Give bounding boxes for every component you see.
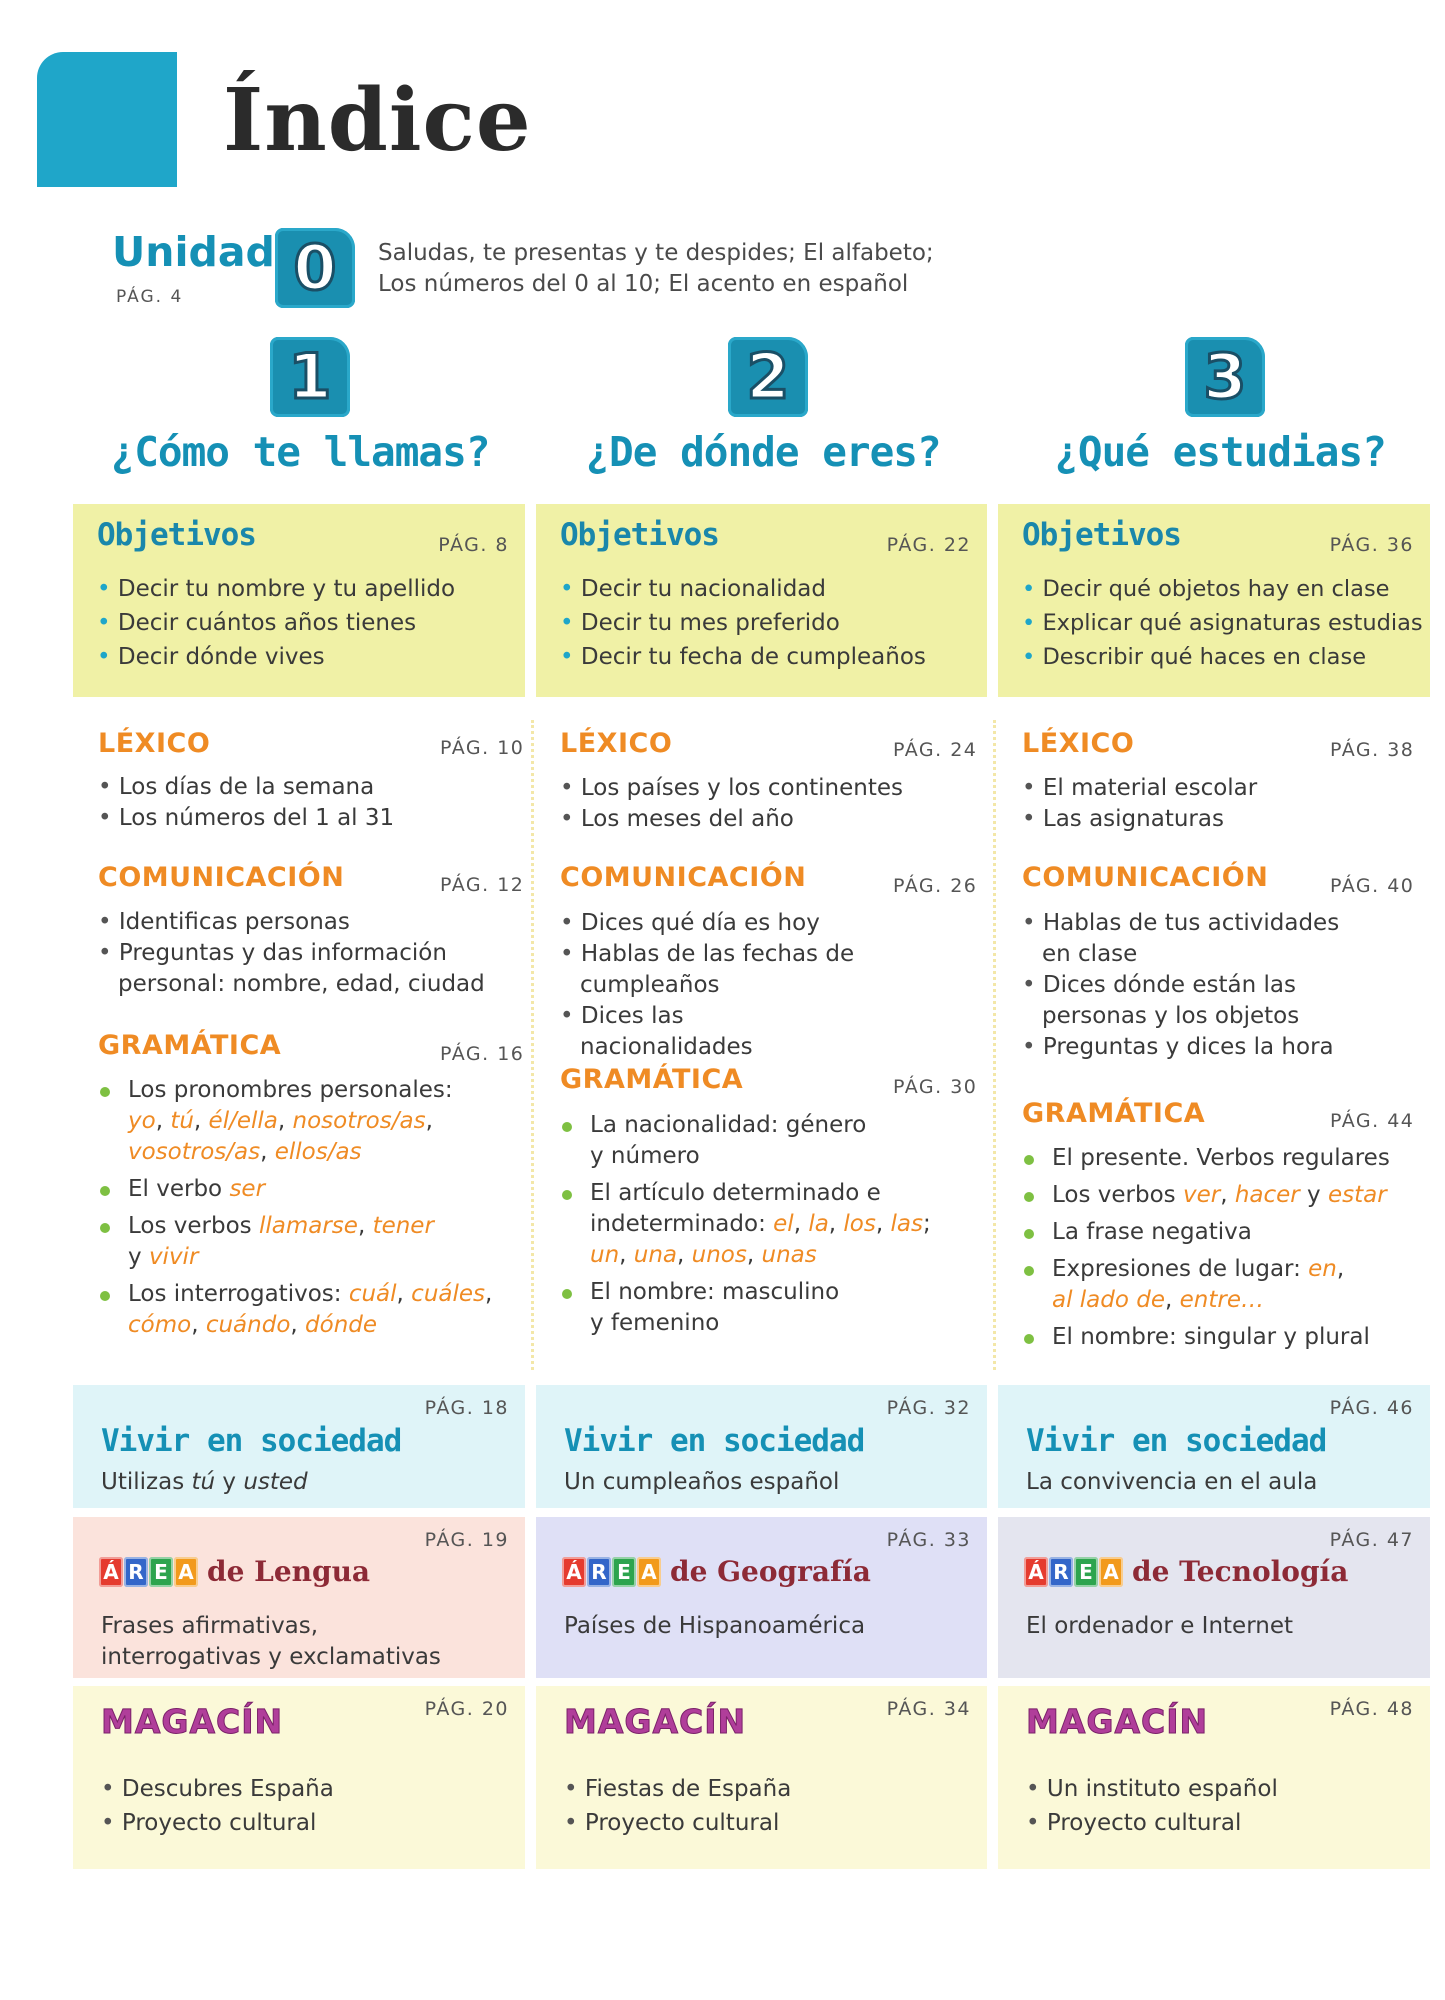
unit-2-magacin bbox=[536, 1686, 987, 1869]
item-text: y bbox=[1299, 1182, 1328, 1208]
gramatica-list bbox=[98, 1075, 518, 1347]
unit-1-badge bbox=[270, 337, 350, 417]
page-title: Índice bbox=[223, 70, 532, 171]
list-item: • Decir tu mes preferido bbox=[560, 606, 926, 640]
list-item: Los pronombres personales: yo, tú, él/ella, nosotros/as, vosotros/as, ellos/as bbox=[98, 1075, 518, 1168]
magacin-page: PÁG. 20 bbox=[424, 1698, 509, 1720]
example-word: cómo bbox=[128, 1312, 192, 1338]
area-text: Países de Hispanoamérica bbox=[564, 1613, 866, 1639]
area-tile: Á bbox=[99, 1557, 123, 1587]
magacin-heading: MAGACÍN bbox=[1026, 1702, 1209, 1741]
example-word: estar bbox=[1327, 1182, 1387, 1208]
unit-2-number: 2 bbox=[746, 340, 790, 413]
list-item: La frase negativa bbox=[1022, 1217, 1432, 1248]
example-word: dónde bbox=[305, 1312, 378, 1338]
list-item: El artículo determinado e indeterminado: el, la, los, las; un, una, unos, unas bbox=[560, 1178, 970, 1271]
list-item: • Dices dónde están las personas y los objetos bbox=[1022, 970, 1407, 1032]
list-item bbox=[98, 1174, 518, 1205]
unit-2-objetivos bbox=[536, 504, 987, 697]
objetivos-page: PÁG. 22 bbox=[886, 534, 971, 556]
magacin-list bbox=[101, 1772, 334, 1840]
gramatica-heading: GRAMÁTICA bbox=[560, 1064, 744, 1095]
unit-1-magacin bbox=[73, 1686, 525, 1869]
unit-2-title: ¿De dónde eres? bbox=[585, 428, 941, 476]
unit-0-number: 0 bbox=[293, 231, 337, 304]
objetivos-heading: Objetivos bbox=[560, 517, 719, 553]
unit-1-title: ¿Cómo te llamas? bbox=[110, 428, 490, 476]
area-logo bbox=[1024, 1555, 1348, 1588]
list-item: • Preguntas y das información personal: nombre, edad, ciudad bbox=[98, 938, 498, 1000]
list-item: • Decir tu nacionalidad bbox=[560, 572, 926, 606]
unit-3-objetivos bbox=[998, 504, 1430, 697]
comunicacion-list bbox=[98, 907, 498, 1000]
list-item: • Hablas de las fechas de cumpleaños bbox=[560, 939, 860, 1001]
comunicacion-heading: COMUNICACIÓN bbox=[98, 862, 345, 893]
objetivos-list bbox=[97, 572, 455, 674]
area-tile: Á bbox=[1024, 1557, 1048, 1587]
area-logo bbox=[562, 1555, 871, 1588]
magacin-heading: MAGACÍN bbox=[101, 1702, 284, 1741]
vivir-text: Un cumpleaños español bbox=[564, 1469, 840, 1495]
list-item: • Los números del 1 al 31 bbox=[98, 803, 518, 834]
list-item: El nombre: singular y plural bbox=[1022, 1322, 1432, 1353]
list-item: • Explicar qué asignaturas estudias bbox=[1022, 606, 1423, 640]
magacin-list bbox=[564, 1772, 791, 1840]
example-word: ellos/as bbox=[274, 1139, 362, 1165]
example-word: cuál bbox=[348, 1281, 397, 1307]
lexico-heading: LÉXICO bbox=[1022, 728, 1135, 759]
comunicacion-list bbox=[1022, 908, 1407, 1063]
vivir-text bbox=[101, 1469, 308, 1495]
lexico-heading: LÉXICO bbox=[560, 728, 673, 759]
unit-3-number: 3 bbox=[1203, 340, 1247, 413]
area-tile: E bbox=[612, 1557, 636, 1587]
unit-3-title: ¿Qué estudias? bbox=[1054, 428, 1386, 476]
vivir-heading: Vivir en sociedad bbox=[564, 1423, 865, 1459]
magacin-page: PÁG. 48 bbox=[1329, 1698, 1414, 1720]
item-text: Los verbos bbox=[128, 1213, 259, 1239]
example-word: entre bbox=[1179, 1287, 1241, 1313]
list-item: • Un instituto español bbox=[1026, 1772, 1278, 1806]
example-word: ser bbox=[229, 1176, 266, 1202]
example-word: ver bbox=[1182, 1182, 1221, 1208]
example-word: una bbox=[633, 1242, 678, 1268]
lexico-heading: LÉXICO bbox=[98, 728, 211, 759]
unit-1-number: 1 bbox=[288, 340, 332, 413]
example-word: un bbox=[590, 1242, 620, 1268]
list-item: Expresiones de lugar: en, al lado de, entre… bbox=[1022, 1254, 1432, 1316]
objetivos-page: PÁG. 8 bbox=[438, 534, 509, 556]
example-word: al lado de bbox=[1052, 1287, 1166, 1313]
corner-color-block bbox=[37, 52, 177, 187]
unit-0-line-2: Los números del 0 al 10; El acento en español bbox=[378, 271, 909, 297]
item-text: Los pronombres personales: bbox=[128, 1077, 453, 1103]
example-word: tú bbox=[170, 1108, 194, 1134]
example-word: las bbox=[890, 1211, 923, 1237]
gramatica-heading: GRAMÁTICA bbox=[1022, 1098, 1206, 1129]
list-item: • Identificas personas bbox=[98, 907, 498, 938]
vivir-heading: Vivir en sociedad bbox=[1026, 1423, 1327, 1459]
list-item: • Dices las nacionalidades bbox=[560, 1001, 860, 1063]
example-word: los bbox=[843, 1211, 876, 1237]
list-item: • Proyecto cultural bbox=[564, 1806, 791, 1840]
unit-2-badge bbox=[728, 337, 808, 417]
example-word: llamarse bbox=[258, 1213, 358, 1239]
unit-2-vivir bbox=[536, 1385, 987, 1508]
area-tile: R bbox=[587, 1557, 611, 1587]
example-word: unos bbox=[691, 1242, 747, 1268]
example-word: nosotros/as bbox=[292, 1108, 426, 1134]
objetivos-list bbox=[1022, 572, 1423, 674]
unit-2-area bbox=[536, 1517, 987, 1678]
example-word: vivir bbox=[148, 1244, 199, 1270]
area-tile: R bbox=[124, 1557, 148, 1587]
example-word: unas bbox=[761, 1242, 817, 1268]
gramatica-page: PÁG. 44 bbox=[1330, 1110, 1415, 1132]
objetivos-list bbox=[560, 572, 926, 674]
example-word: tener bbox=[372, 1213, 434, 1239]
area-logo bbox=[99, 1555, 370, 1588]
example-word: hacer bbox=[1234, 1182, 1300, 1208]
item-text: y bbox=[128, 1244, 149, 1270]
area-page: PÁG. 47 bbox=[1329, 1529, 1414, 1551]
area-tile: A bbox=[174, 1557, 198, 1587]
list-item: • Dices qué día es hoy bbox=[560, 908, 860, 939]
list-item: • Los países y los continentes bbox=[560, 773, 980, 804]
list-item: • Decir qué objetos hay en clase bbox=[1022, 572, 1423, 606]
example-word: cuáles bbox=[411, 1281, 486, 1307]
area-name: de Geografía bbox=[670, 1555, 871, 1588]
area-tile: R bbox=[1049, 1557, 1073, 1587]
comunicacion-page: PÁG. 40 bbox=[1330, 875, 1415, 897]
unit-0-badge bbox=[275, 228, 355, 308]
list-item: Los interrogativos: cuál, cuáles, cómo, cuándo, dónde bbox=[98, 1279, 518, 1341]
unit-0-description bbox=[378, 238, 934, 300]
comunicacion-page: PÁG. 12 bbox=[440, 874, 525, 896]
item-text: El artículo determinado e indeterminado: bbox=[590, 1180, 881, 1237]
item-text: Expresiones de lugar: bbox=[1052, 1256, 1309, 1282]
vivir-heading: Vivir en sociedad bbox=[101, 1423, 402, 1459]
unit-1-area bbox=[73, 1517, 525, 1678]
list-item: • Decir tu fecha de cumpleaños bbox=[560, 640, 926, 674]
lexico-list bbox=[98, 772, 518, 834]
vivir-text-part: y bbox=[215, 1469, 244, 1495]
objetivos-heading: Objetivos bbox=[1022, 517, 1181, 553]
example-word: la bbox=[808, 1211, 829, 1237]
gramatica-page: PÁG. 30 bbox=[893, 1076, 978, 1098]
lexico-page: PÁG. 38 bbox=[1330, 739, 1415, 761]
vivir-text-part: tú bbox=[191, 1469, 216, 1495]
list-item: • Preguntas y dices la hora bbox=[1022, 1032, 1407, 1063]
list-item: • Los días de la semana bbox=[98, 772, 518, 803]
area-tile: A bbox=[1099, 1557, 1123, 1587]
example-word: yo bbox=[128, 1108, 156, 1134]
list-item: • Los meses del año bbox=[560, 804, 980, 835]
area-page: PÁG. 33 bbox=[886, 1529, 971, 1551]
list-item: • Fiestas de España bbox=[564, 1772, 791, 1806]
example-word: en bbox=[1308, 1256, 1337, 1282]
comunicacion-page: PÁG. 26 bbox=[893, 875, 978, 897]
lexico-page: PÁG. 24 bbox=[893, 739, 978, 761]
list-item: • Decir dónde vives bbox=[97, 640, 455, 674]
vivir-text-part: usted bbox=[243, 1469, 308, 1495]
list-item: El presente. Verbos regulares bbox=[1022, 1143, 1432, 1174]
list-item: • El material escolar bbox=[1022, 773, 1422, 804]
item-text: El verbo bbox=[128, 1176, 230, 1202]
list-item: • Hablas de tus actividades en clase bbox=[1022, 908, 1357, 970]
area-name: de Lengua bbox=[207, 1555, 371, 1588]
lexico-page: PÁG. 10 bbox=[440, 737, 525, 759]
list-item: Los verbos ver, hacer y estar bbox=[1022, 1180, 1432, 1211]
unit-0-line-1: Saludas, te presentas y te despides; El alfabeto; bbox=[378, 240, 934, 266]
gramatica-page: PÁG. 16 bbox=[440, 1043, 525, 1065]
unit-3-area bbox=[998, 1517, 1430, 1678]
unit-1-objetivos bbox=[73, 504, 525, 697]
vivir-text: La convivencia en el aula bbox=[1026, 1469, 1318, 1495]
unit-3-badge bbox=[1185, 337, 1265, 417]
gramatica-list bbox=[560, 1110, 980, 1345]
list-item: • Describir qué haces en clase bbox=[1022, 640, 1423, 674]
example-word: el bbox=[773, 1211, 794, 1237]
vivir-page: PÁG. 32 bbox=[886, 1397, 971, 1419]
magacin-list bbox=[1026, 1772, 1278, 1840]
comunicacion-list bbox=[560, 908, 860, 1063]
example-word: cuándo bbox=[205, 1312, 291, 1338]
unit-3-magacin bbox=[998, 1686, 1430, 1869]
area-name: de Tecnología bbox=[1132, 1555, 1349, 1588]
unit-3-vivir bbox=[998, 1385, 1430, 1508]
list-item: La nacionalidad: género y número bbox=[560, 1110, 880, 1172]
area-tile: E bbox=[149, 1557, 173, 1587]
example-word: vosotros/as bbox=[128, 1139, 261, 1165]
list-item: • Descubres España bbox=[101, 1772, 334, 1806]
gramatica-heading: GRAMÁTICA bbox=[98, 1030, 282, 1061]
list-item: • Las asignaturas bbox=[1022, 804, 1422, 835]
unit-0-label: Unidad bbox=[112, 228, 275, 276]
vivir-text-part: Utilizas bbox=[101, 1469, 192, 1495]
list-item: • Decir cuántos años tienes bbox=[97, 606, 455, 640]
vivir-page: PÁG. 18 bbox=[424, 1397, 509, 1419]
area-text: Frases afirmativas, interrogativas y exclamativas bbox=[101, 1613, 441, 1670]
vivir-page: PÁG. 46 bbox=[1329, 1397, 1414, 1419]
lexico-list bbox=[1022, 773, 1422, 835]
list-item: • Proyecto cultural bbox=[101, 1806, 334, 1840]
area-page: PÁG. 19 bbox=[424, 1529, 509, 1551]
example-word: él/ella bbox=[208, 1108, 278, 1134]
objetivos-heading: Objetivos bbox=[97, 517, 256, 553]
list-item: Los verbos llamarse, tener y vivir bbox=[98, 1211, 518, 1273]
comunicacion-heading: COMUNICACIÓN bbox=[1022, 862, 1269, 893]
area-tile: Á bbox=[562, 1557, 586, 1587]
area-tile: E bbox=[1074, 1557, 1098, 1587]
unit-0-page: PÁG. 4 bbox=[116, 287, 184, 307]
item-text: Los verbos bbox=[1052, 1182, 1183, 1208]
area-text: El ordenador e Internet bbox=[1026, 1613, 1294, 1639]
unit-1-vivir bbox=[73, 1385, 525, 1508]
unit-0-header bbox=[112, 228, 275, 307]
area-tile: A bbox=[637, 1557, 661, 1587]
magacin-heading: MAGACÍN bbox=[564, 1702, 747, 1741]
lexico-list bbox=[560, 773, 980, 835]
objetivos-page: PÁG. 36 bbox=[1329, 534, 1414, 556]
item-text: Los interrogativos: bbox=[128, 1281, 349, 1307]
magacin-page: PÁG. 34 bbox=[886, 1698, 971, 1720]
list-item: El nombre: masculino y femenino bbox=[560, 1277, 850, 1339]
list-item: • Proyecto cultural bbox=[1026, 1806, 1278, 1840]
list-item: • Decir tu nombre y tu apellido bbox=[97, 572, 455, 606]
gramatica-list bbox=[1022, 1143, 1432, 1359]
comunicacion-heading: COMUNICACIÓN bbox=[560, 862, 807, 893]
